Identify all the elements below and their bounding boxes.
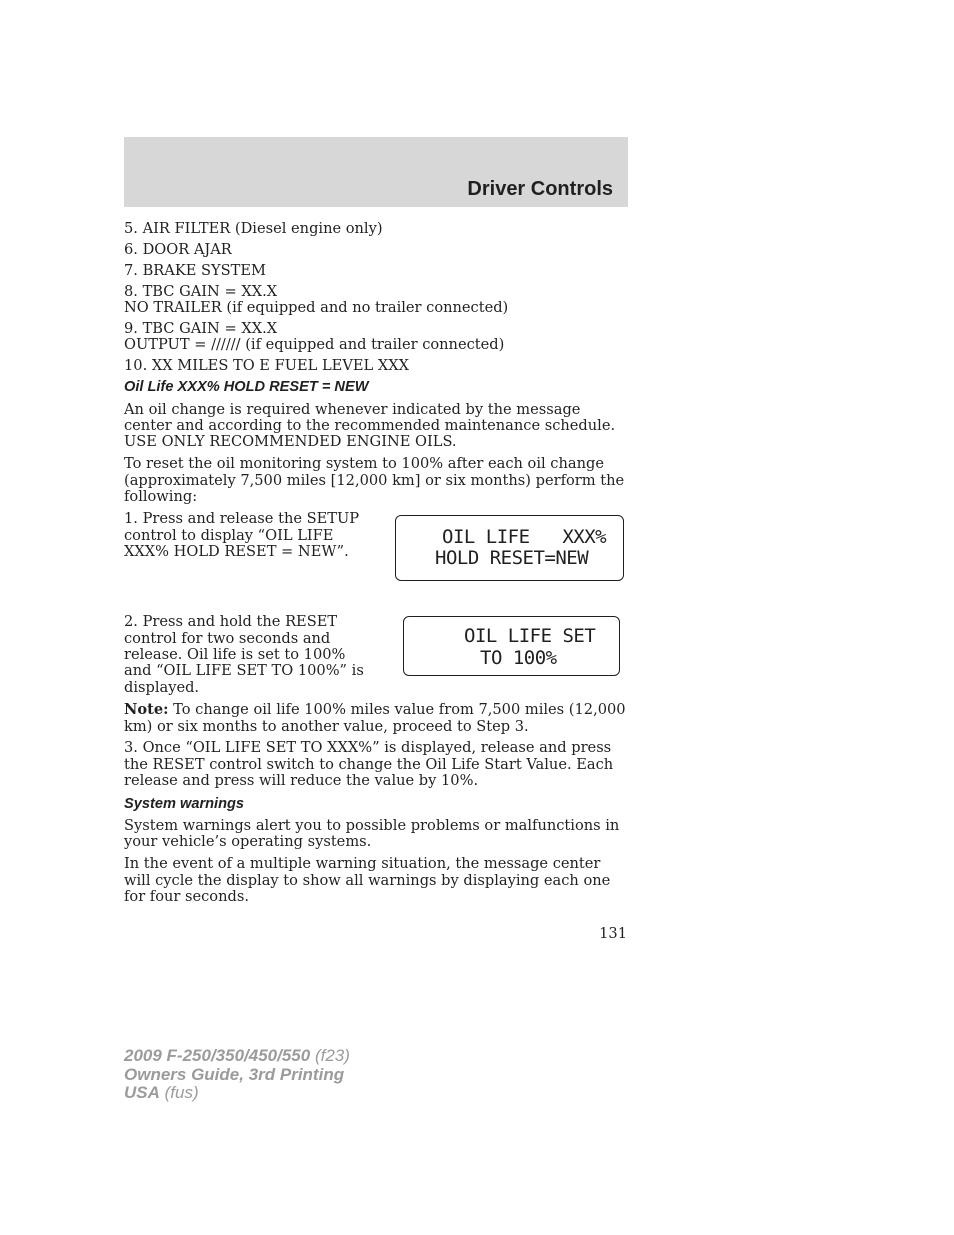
footer-line-2: Owners Guide, 3rd Printing [124, 1064, 345, 1084]
step-2-text: 2. Press and hold the RESET control for two seconds and release. Oil life is set to 100% and “OIL LIFE SET TO 100%” is displayed. [124, 613, 364, 696]
list-item-line: 9. TBC GAIN = XX.X [124, 320, 278, 338]
multiple-warning-paragraph: In the event of a multiple warning situation, the message center will cycle the display to show all warnings by displaying each one for four seconds. [124, 855, 611, 906]
list-item [124, 358, 628, 374]
list-item [124, 242, 628, 258]
oil-life-heading: Oil Life XXX% HOLD RESET = NEW [124, 379, 369, 396]
document-footer [124, 1047, 350, 1103]
list-item-line: 6. DOOR AJAR [124, 240, 232, 258]
list-item [124, 221, 628, 237]
oil-change-paragraph: An oil change is required whenever indicated by the message center and according to the recommended maintenance schedule. USE ONLY RECOMMENDED ENGINE OILS. [124, 400, 616, 451]
step-3-text: 3. Once “OIL LIFE SET TO XXX%” is displayed, release and press the RESET control switch to change the Oil Life Start Value. Each release and press will reduce the value by 10%. [124, 739, 614, 790]
oil-life-set-display [403, 616, 620, 676]
section-title: Driver Controls [467, 178, 613, 200]
list-item-line: 10. XX MILES TO E FUEL LEVEL XXX [124, 357, 410, 375]
footer-region: USA [124, 1083, 160, 1102]
list-item [124, 263, 628, 279]
system-warnings-heading: System warnings [124, 795, 245, 812]
step-1-text: 1. Press and release the SETUP control to display “OIL LIFE XXX% HOLD RESET = NEW”. [124, 510, 360, 560]
oil-life-display [395, 515, 624, 581]
step-2-row [124, 614, 628, 702]
page-content [124, 221, 628, 911]
section-header-band [124, 137, 628, 207]
display-line: HOLD RESET=NEW [435, 547, 589, 570]
footer-line-3 [124, 1084, 350, 1103]
footer-model: 2009 F-250/350/450/550 [124, 1046, 311, 1065]
list-item-line: OUTPUT = ////// (if equipped and trailer connected) [124, 336, 505, 354]
display-line: OIL LIFE XXX% [442, 526, 607, 549]
list-item [124, 284, 628, 317]
reset-intro-paragraph: To reset the oil monitoring system to 100% after each oil change (approximately 7,500 miles [12,000 km] or six months) perform the following: [124, 455, 625, 506]
message-list [124, 221, 628, 375]
display-line: TO 100% [480, 647, 557, 670]
list-item-line: 8. TBC GAIN = XX.X [124, 282, 278, 300]
display-line: OIL LIFE SET [464, 625, 596, 648]
note-text: To change oil life 100% miles value from 7,500 miles (12,000 km) or six months to another value, proceed to Step 3. [124, 701, 626, 735]
note-paragraph [124, 702, 628, 735]
list-item-line: 5. AIR FILTER (Diesel engine only) [124, 220, 383, 237]
list-item-line: 7. BRAKE SYSTEM [124, 261, 266, 279]
page-number: 131 [599, 925, 627, 942]
footer-line-1 [124, 1047, 350, 1066]
list-item [124, 321, 628, 354]
system-warnings-paragraph: System warnings alert you to possible problems or malfunctions in your vehicle’s operating systems. [124, 817, 620, 851]
footer-region-code: (fus) [159, 1083, 199, 1102]
step-1-row [124, 511, 628, 614]
footer-model-code: (f23) [310, 1046, 350, 1065]
note-label: Note: [124, 701, 169, 719]
list-item-line: NO TRAILER (if equipped and no trailer connected) [124, 299, 509, 317]
